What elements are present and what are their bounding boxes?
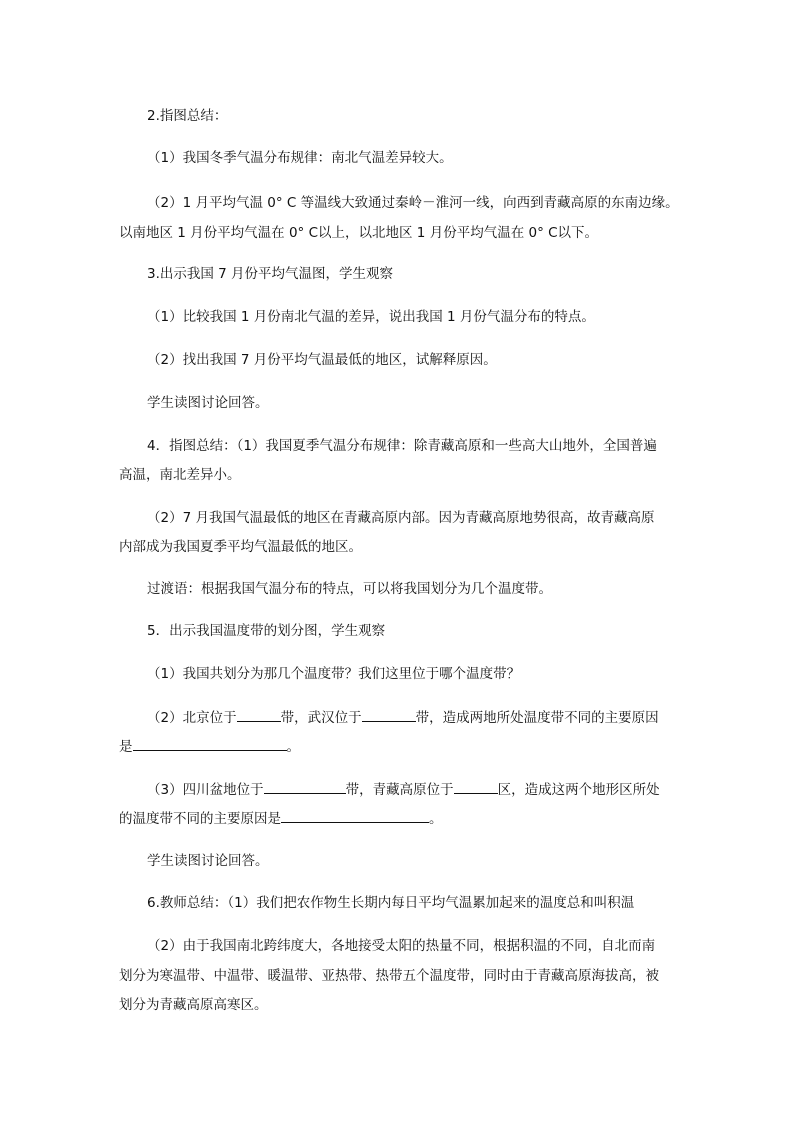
answer-blank-sichuan[interactable] [264, 779, 346, 794]
paragraph-summary-1: （2）由于我国南北跨纬度大，各地接受太阳的热量不同，根据积温的不同，自北而南 [147, 938, 656, 954]
section-heading-4-cont: 高温，南北差异小。 [119, 467, 241, 483]
paragraph-july-lowest-2: 内部成为我国夏季平均气温最低的地区。 [119, 539, 362, 555]
section-heading-4: 4．指图总结：（1）我国夏季气温分布规律：除青藏高原和一些高大山地外，全国普遍 [147, 438, 657, 454]
student-discussion-1: 学生读图讨论回答。 [147, 395, 269, 411]
student-discussion-2: 学生读图讨论回答。 [147, 853, 269, 869]
section-heading-6: 6.教师总结：（1）我们把农作物生长期内每日平均气温累加起来的温度总和叫积温 [147, 895, 635, 911]
question-zones: （1）我国共划分为那几个温度带？我们这里位于哪个温度带？ [147, 666, 521, 682]
section-heading-2: 2.指图总结： [147, 108, 228, 124]
section-heading-5: 5．出示我国温度带的划分图，学生观察 [147, 623, 386, 639]
answer-blank-wuhan[interactable] [362, 707, 416, 722]
paragraph-summary-2: 划分为寒温带、中温带、暖温带、亚热带、热带五个温度带，同时由于青藏高原海拔高，被 [119, 968, 659, 984]
transition-text: 过渡语：根据我国气温分布的特点，可以将我国划分为几个温度带。 [147, 581, 552, 597]
question-beijing-wuhan: （2）北京位于 带，武汉位于 带，造成两地所处温度带不同的主要原因 [147, 707, 659, 728]
question-compare: （1）比较我国 1 月份南北气温的差异，说出我国 1 月份气温分布的特点。 [147, 309, 595, 325]
answer-blank-beijing[interactable] [237, 707, 281, 722]
answer-blank-reason-2[interactable] [281, 808, 429, 823]
question-sichuan-tibet: （3）四川盆地位于 带，青藏高原位于 区，造成这两个地形区所处 [147, 779, 660, 800]
question-lowest: （2）找出我国 7 月份平均气温最低的地区，试解释原因。 [147, 352, 497, 368]
question-sichuan-tibet-cont: 的温度带不同的主要原因是 。 [119, 808, 443, 829]
answer-blank-tibet[interactable] [454, 779, 498, 794]
question-beijing-wuhan-cont: 是 。 [119, 736, 300, 757]
paragraph-winter-rule: （1）我国冬季气温分布规律：南北气温差异较大。 [147, 150, 453, 166]
paragraph-isotherm-1: （2）1 月平均气温 0° C 等温线大致通过秦岭－淮河一线，向西到青藏高原的东南边缘。 [147, 195, 679, 211]
paragraph-isotherm-2: 以南地区 1 月份平均气温在 0° C以上，以北地区 1 月份平均气温在 0° C以下。 [119, 225, 599, 241]
paragraph-july-lowest-1: （2）7 月我国气温最低的地区在青藏高原内部。因为青藏高原地势很高，故青藏高原 [147, 510, 655, 526]
answer-blank-reason-1[interactable] [133, 736, 287, 751]
section-heading-3: 3.出示我国 7 月份平均气温图，学生观察 [147, 266, 394, 282]
paragraph-summary-3: 划分为青藏高原高寒区。 [119, 997, 268, 1013]
